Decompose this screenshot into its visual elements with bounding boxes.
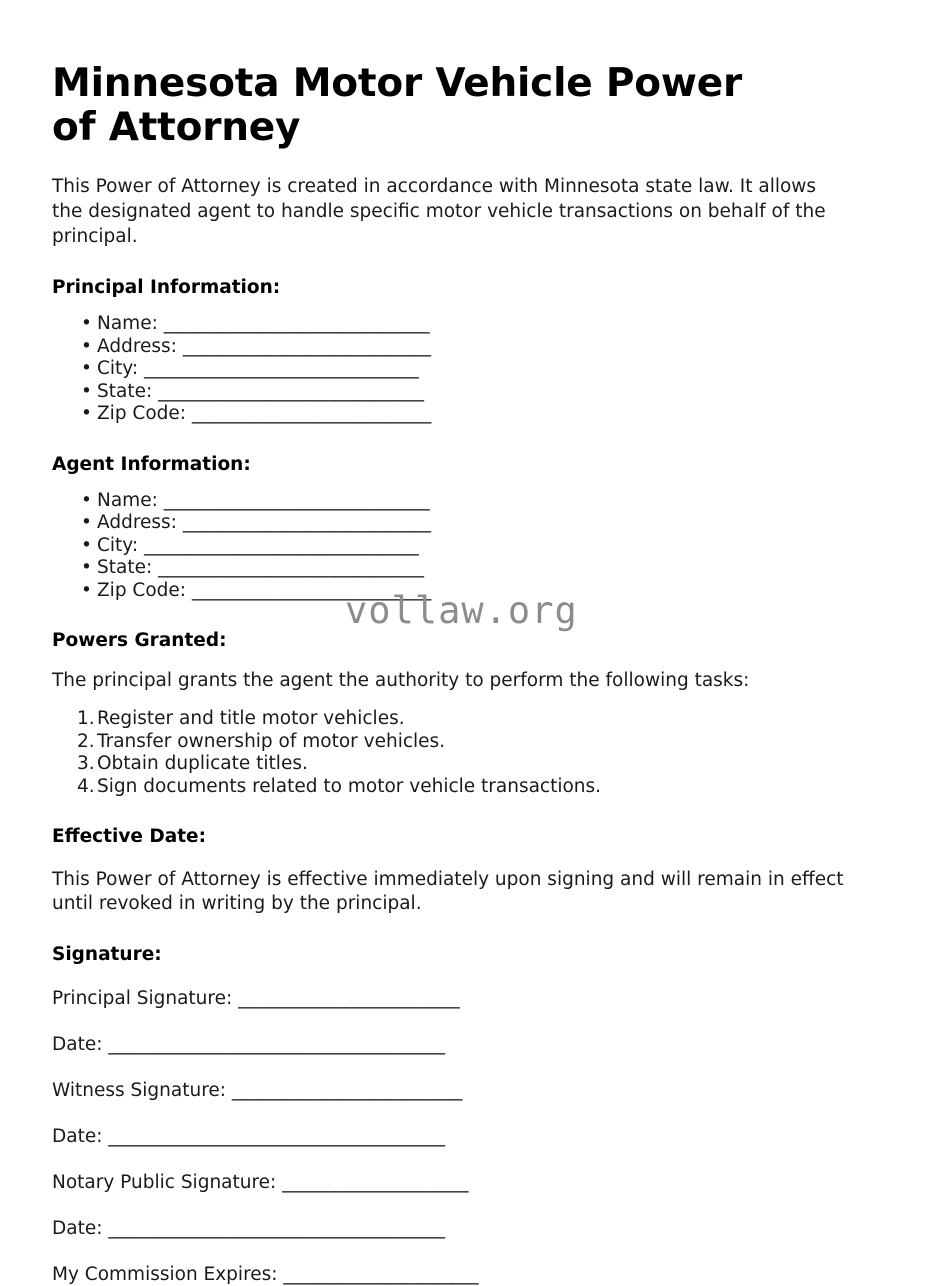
- signature-blank[interactable]: _________________________: [238, 988, 460, 1009]
- signature-label: Principal Signature:: [52, 988, 233, 1009]
- signature-blank[interactable]: __________________________: [231, 1080, 463, 1101]
- field-label: Zip Code:: [97, 403, 187, 424]
- notary-date-line: [52, 1218, 891, 1240]
- signature-label: Date:: [52, 1126, 103, 1147]
- commission-expires-line: [52, 1264, 891, 1286]
- witness-signature-line: [52, 1080, 891, 1102]
- field-label: Name:: [97, 489, 158, 511]
- signature-blank[interactable]: ______________________________________: [108, 1034, 445, 1055]
- list-item: [52, 580, 891, 603]
- field-label: State:: [97, 380, 153, 402]
- list-item: [52, 381, 891, 404]
- page-title: Minnesota Motor Vehicle Power of Attorney: [52, 61, 742, 150]
- list-item: [52, 512, 891, 535]
- watermark: vollaw.org: [345, 589, 578, 632]
- field-blank[interactable]: ___________________________: [191, 403, 431, 424]
- list-item: Obtain duplicate titles.: [97, 753, 308, 774]
- agent-information-heading: Agent Information:: [52, 453, 251, 475]
- notary-signature-line: [52, 1172, 891, 1194]
- field-blank[interactable]: ______________________________: [158, 380, 424, 402]
- witness-date-line: [52, 1126, 891, 1148]
- principal-information-heading: Principal Information:: [52, 277, 281, 298]
- field-blank[interactable]: ______________________________: [163, 489, 430, 511]
- intro-paragraph: This Power of Attorney is created in accordance with Minnesota state law. It allows the designated agent to handle specific motor vehicle transactions on behalf of the principal.: [52, 176, 826, 247]
- list-item: [52, 313, 891, 336]
- field-label: Address:: [97, 512, 177, 533]
- powers-granted-tasks: [52, 708, 891, 798]
- list-item: [52, 336, 891, 359]
- powers-granted-lead: The principal grants the agent the authority to perform the following tasks:: [52, 670, 750, 691]
- list-item: Sign documents related to motor vehicle transactions.: [97, 775, 602, 797]
- field-label: Address:: [97, 335, 177, 357]
- signature-heading: Signature:: [52, 944, 162, 965]
- list-item: Register and title motor vehicles.: [97, 708, 405, 729]
- field-blank[interactable]: ____________________________: [182, 512, 431, 533]
- signature-blank[interactable]: ______________________: [283, 1264, 479, 1285]
- principal-information-fields: [52, 313, 891, 426]
- field-blank[interactable]: ____________________________: [182, 335, 431, 357]
- powers-granted-heading: Powers Granted:: [52, 630, 227, 651]
- field-label: Name:: [97, 313, 158, 334]
- signature-label: Witness Signature:: [52, 1080, 227, 1101]
- signature-label: Date:: [52, 1218, 103, 1239]
- signature-label: Date:: [52, 1034, 103, 1055]
- signature-blank[interactable]: ______________________________________: [108, 1126, 445, 1147]
- field-label: Zip Code:: [97, 579, 187, 601]
- field-label: State:: [97, 557, 153, 578]
- effective-date-heading: Effective Date:: [52, 826, 206, 847]
- field-blank[interactable]: _______________________________: [144, 534, 419, 556]
- field-label: City:: [97, 358, 139, 379]
- signature-blank[interactable]: _____________________: [282, 1172, 469, 1193]
- signature-label: Notary Public Signature:: [52, 1172, 277, 1193]
- field-blank[interactable]: ___________________________: [191, 579, 431, 601]
- list-item: Transfer ownership of motor vehicles.: [97, 730, 446, 752]
- list-item: [52, 535, 891, 558]
- field-blank[interactable]: _______________________________: [144, 358, 419, 379]
- signature-blank[interactable]: ______________________________________: [108, 1218, 445, 1239]
- list-item: [52, 490, 891, 513]
- effective-date-paragraph: This Power of Attorney is effective immediately upon signing and will remain in effect until revoked in writing by the principal.: [52, 869, 844, 914]
- agent-information-fields: [52, 490, 891, 603]
- powers-granted-section: [52, 630, 891, 798]
- field-blank[interactable]: ______________________________: [158, 557, 424, 578]
- field-blank[interactable]: ______________________________: [163, 313, 430, 334]
- principal-date-line: [52, 1034, 891, 1056]
- list-item: [52, 557, 891, 580]
- list-item: [52, 403, 891, 426]
- signature-label: My Commission Expires:: [52, 1264, 278, 1285]
- list-item: [52, 358, 891, 381]
- field-label: City:: [97, 534, 139, 556]
- principal-signature-line: [52, 988, 891, 1010]
